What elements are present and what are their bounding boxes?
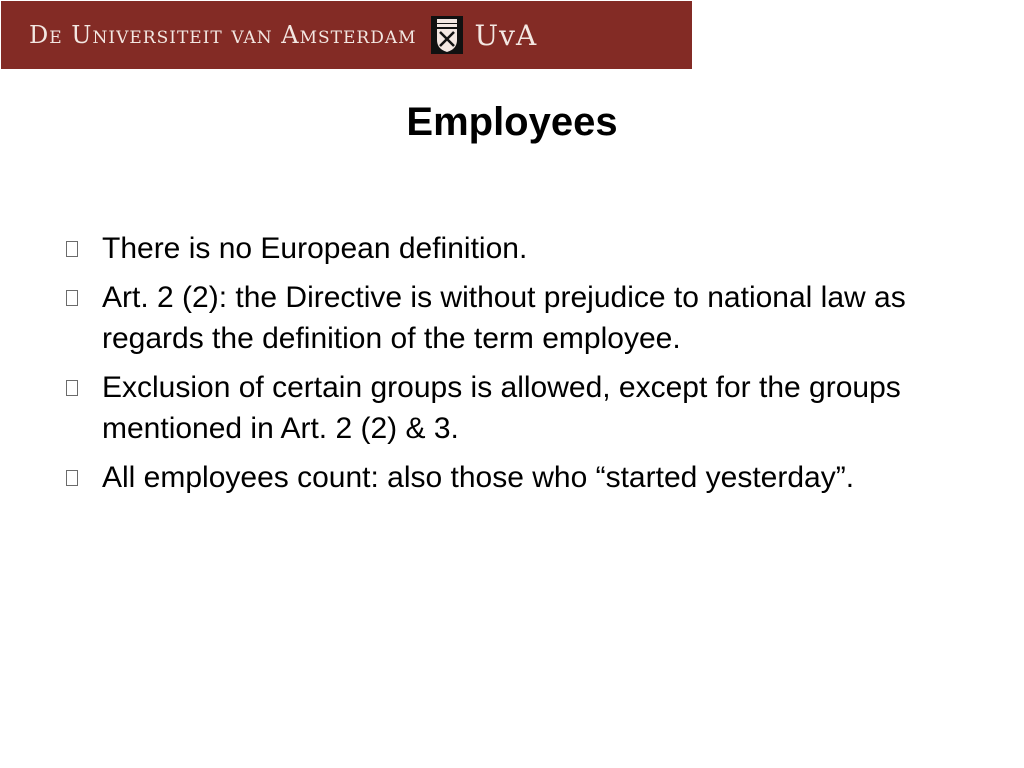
bullet-item <box>62 367 962 449</box>
bullet-text: There is no European definition. <box>102 232 528 265</box>
bullet-text: Art. 2 (2): the Directive is without prejudice to national law as regards the definition of the term employee. <box>102 281 906 355</box>
university-name: De Universiteit van Amsterdam <box>29 21 417 49</box>
bullet-text: Exclusion of certain groups is allowed, except for the groups mentioned in Art. 2 (2) & 3. <box>102 371 901 445</box>
bullet-text: All employees count: also those who “started yesterday”. <box>102 461 855 494</box>
university-abbreviation: UvA <box>474 18 538 52</box>
bullet-item <box>62 228 962 269</box>
university-banner <box>1 1 692 69</box>
missing-glyph-box-icon <box>62 277 102 318</box>
slide-title: Employees <box>406 100 618 144</box>
missing-glyph-box-icon <box>62 457 102 498</box>
uva-crest-icon <box>431 16 463 54</box>
missing-glyph-box-icon <box>62 228 102 269</box>
bullet-list <box>62 228 962 506</box>
bullet-item <box>62 277 962 359</box>
bullet-item <box>62 457 962 498</box>
missing-glyph-box-icon <box>62 367 102 408</box>
